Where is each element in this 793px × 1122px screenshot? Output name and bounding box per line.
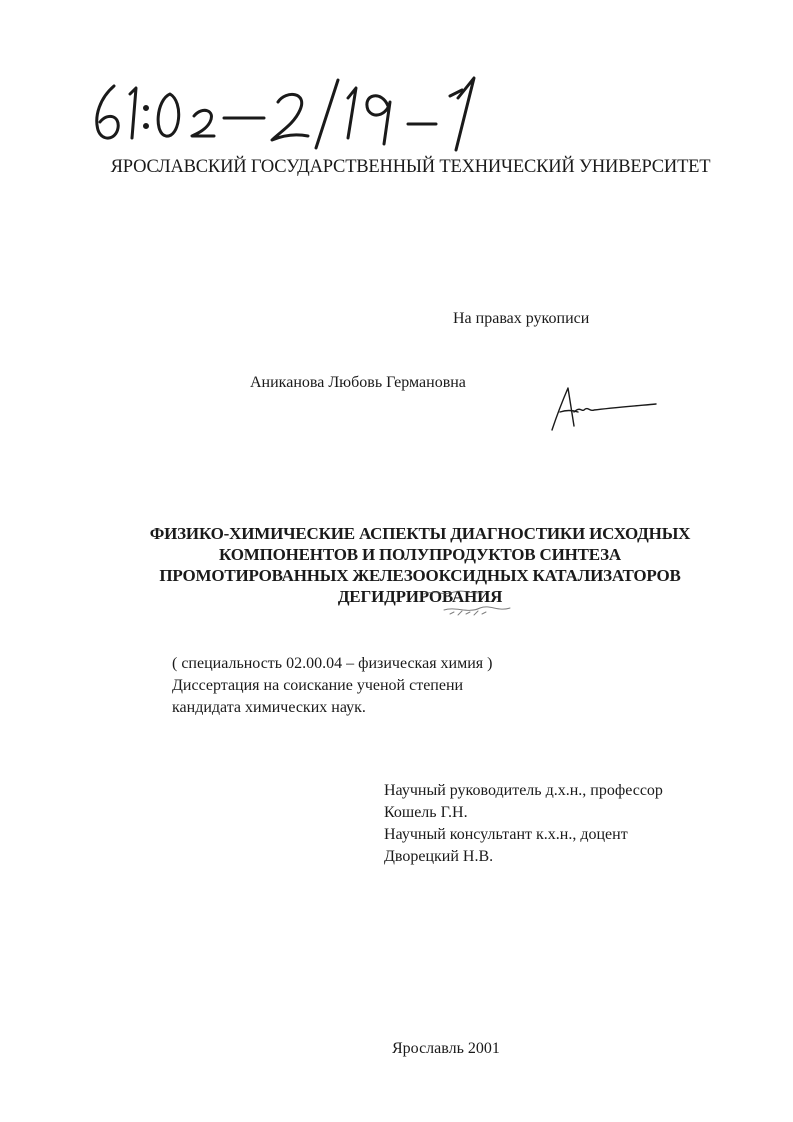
stamp-smudge-drawing [414, 586, 534, 622]
consultant-name-line: Дворецкий Н.В. [384, 848, 494, 865]
supervisor-title-line: Научный руководитель д.х.н., профессор [384, 782, 663, 799]
title-line: ФИЗИКО-ХИМИЧЕСКИЕ АСПЕКТЫ ДИАГНОСТИКИ ИСХОДНЫХ [149, 524, 691, 543]
title-line: ПРОМОТИРОВАННЫХ ЖЕЛЕЗООКСИДНЫХ КАТАЛИЗАТОРОВ [159, 566, 681, 585]
signature-drawing [548, 382, 663, 434]
author-signature [548, 382, 663, 434]
consultant-title-line: Научный консультант к.х.н., доцент [384, 826, 628, 843]
title-line: КОМПОНЕНТОВ И ПОЛУПРОДУКТОВ СИНТЕЗА [219, 545, 621, 564]
specialty-line: ( специальность 02.00.04 – физическая химия ) [172, 655, 493, 672]
specialty-block [172, 653, 492, 719]
manuscript-rights-note: На правах рукописи [453, 310, 590, 327]
stamp-smudge [414, 586, 534, 622]
handwritten-catalog-number [86, 72, 506, 152]
city-year: Ярославль 2001 [392, 1040, 500, 1057]
degree-line: кандидата химических наук. [172, 699, 366, 716]
author-name: Аниканова Любовь Германовна [250, 374, 466, 391]
degree-line: Диссертация на соискание ученой степени [172, 677, 464, 694]
supervisor-block [384, 780, 663, 868]
supervisor-name-line: Кошель Г.Н. [384, 804, 468, 821]
handwritten-number-drawing [86, 72, 506, 152]
title-line: ДЕГИДРИРОВАНИЯ [337, 587, 503, 606]
university-name: ЯРОСЛАВСКИЙ ГОСУДАРСТВЕННЫЙ ТЕХНИЧЕСКИЙ УНИВЕРСИТЕТ [110, 157, 711, 177]
